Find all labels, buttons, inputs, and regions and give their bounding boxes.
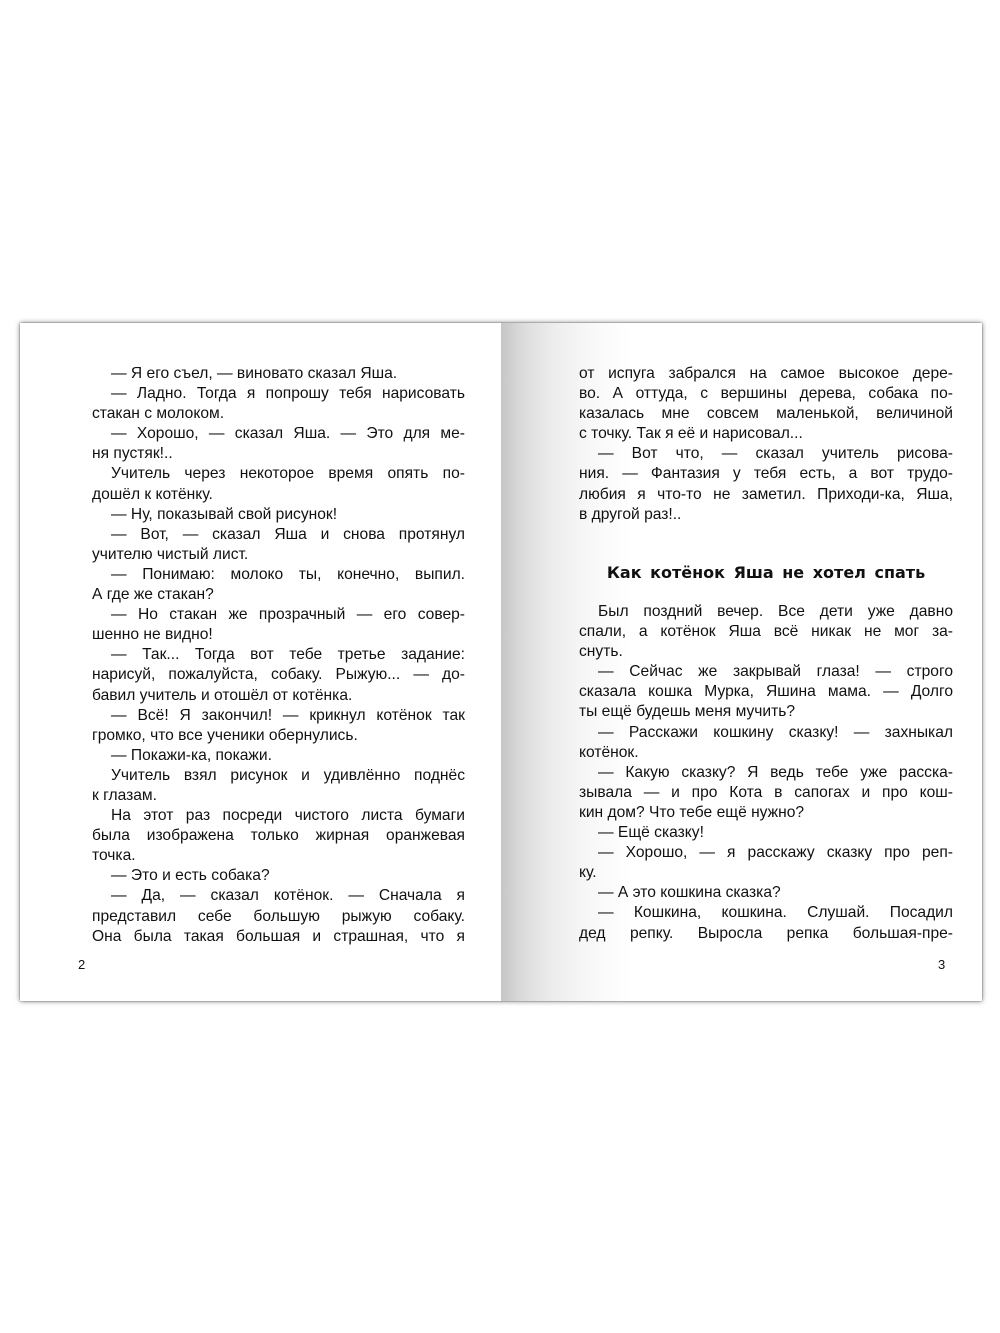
text-line: — Какую сказку? Я ведь тебе уже расска- bbox=[598, 763, 953, 781]
right-page-text-bottom bbox=[579, 602, 953, 944]
text-line: А где же стакан? bbox=[92, 586, 214, 604]
text-line: учителю чистый лист. bbox=[92, 545, 249, 563]
text-line: зывала — и про Кота в сапогах и про кош- bbox=[579, 783, 953, 801]
text-line: — Вот, — сказал Яша и снова протянул bbox=[111, 525, 465, 543]
page-number-right: 3 bbox=[938, 957, 946, 972]
text-line: дошёл к котёнку. bbox=[92, 485, 213, 503]
text-line: — Сейчас же закрывай глаза! — строго bbox=[598, 663, 953, 681]
text-line: — Ещё сказку! bbox=[598, 824, 704, 842]
chapter-heading: Как котёнок Яша не хотел спать bbox=[606, 563, 926, 582]
text-line: была изображена только жирная оранжевая bbox=[92, 827, 465, 845]
text-line: точка. bbox=[92, 847, 136, 865]
right-page bbox=[501, 323, 982, 1001]
text-line: к глазам. bbox=[92, 786, 157, 804]
text-line: Учитель через некоторое время опять по- bbox=[111, 465, 465, 483]
text-line: казалась мне совсем маленькой, величиной bbox=[579, 405, 953, 423]
text-line: дед репку. Выросла репка большая-пре- bbox=[579, 924, 953, 942]
text-line: — Кошкина, кошкина. Слушай. Посадил bbox=[598, 904, 953, 922]
text-line: бавил учитель и отошёл от котёнка. bbox=[92, 686, 353, 704]
text-line: ты ещё будешь меня мучить? bbox=[579, 703, 796, 721]
text-line: — Расскажи кошкину сказку! — захныкал bbox=[598, 723, 953, 741]
text-line: — Покажи-ка, покажи. bbox=[111, 746, 272, 764]
text-line: в другой раз!.. bbox=[579, 505, 682, 523]
book-spread bbox=[20, 323, 982, 1001]
text-line: громко, что все ученики обернулись. bbox=[92, 726, 358, 744]
text-line: — Понимаю: молоко ты, конечно, выпил. bbox=[111, 565, 465, 583]
text-line: сказала кошка Мурка, Яшина мама. — Долго bbox=[579, 683, 953, 701]
text-line: спали, а котёнок Яша всё никак не мог за- bbox=[579, 623, 953, 641]
text-line: ния. — Фантазия у тебя есть, а вот трудо- bbox=[579, 465, 953, 483]
text-line: — Хорошо, — сказал Яша. — Это для ме- bbox=[111, 425, 465, 443]
text-line: нарисуй, пожалуйста, собаку. Рыжую... — до- bbox=[92, 666, 465, 684]
left-page-text bbox=[92, 364, 465, 947]
text-line: снуть. bbox=[579, 643, 623, 661]
text-line: представил себе большую рыжую собаку. bbox=[92, 907, 465, 925]
text-line: — Но стакан же прозрачный — его совер- bbox=[111, 606, 465, 624]
text-line: — Да, — сказал котёнок. — Сначала я bbox=[111, 887, 465, 905]
text-line: любия я что-то не заметил. Приходи-ка, Яша, bbox=[579, 485, 953, 503]
text-line: шенно не видно! bbox=[92, 626, 213, 644]
text-line: — Ладно. Тогда я попрошу тебя нарисовать bbox=[111, 385, 465, 403]
text-line: Учитель взял рисунок и удивлённо поднёс bbox=[111, 766, 465, 784]
text-line: во. А оттуда, с вершины дерева, собака по- bbox=[579, 385, 953, 403]
text-line: — Это и есть собака? bbox=[111, 867, 270, 885]
text-line: ня пустяк!.. bbox=[92, 445, 173, 463]
text-line: ку. bbox=[579, 864, 597, 882]
text-line: — Так... Тогда вот тебе третье задание: bbox=[111, 646, 465, 664]
text-line: — Хорошо, — я расскажу сказку про реп- bbox=[598, 844, 953, 862]
text-line: — Я его съел, — виновато сказал Яша. bbox=[111, 365, 398, 382]
text-line: Она была такая большая и страшная, что я bbox=[92, 927, 465, 945]
text-line: — А это кошкина сказка? bbox=[598, 884, 781, 902]
text-line: стакан с молоком. bbox=[92, 405, 225, 423]
text-line: кин дом? Что тебе ещё нужно? bbox=[579, 803, 805, 821]
text-line: На этот раз посреди чистого листа бумаги bbox=[111, 807, 465, 825]
left-page bbox=[20, 323, 501, 1001]
text-line: котёнок. bbox=[579, 743, 639, 761]
text-line: — Вот что, — сказал учитель рисова- bbox=[598, 445, 953, 463]
text-line: от испуга забрался на самое высокое дере- bbox=[579, 365, 953, 382]
text-line: — Ну, показывай свой рисунок! bbox=[111, 505, 338, 523]
text-line: — Всё! Я закончил! — крикнул котёнок так bbox=[111, 706, 465, 724]
text-line: Был поздний вечер. Все дети уже давно bbox=[598, 603, 953, 620]
page-number-left: 2 bbox=[78, 957, 86, 972]
right-page-text-top bbox=[579, 364, 953, 525]
text-line: с точку. Так я её и нарисовал... bbox=[579, 425, 803, 443]
